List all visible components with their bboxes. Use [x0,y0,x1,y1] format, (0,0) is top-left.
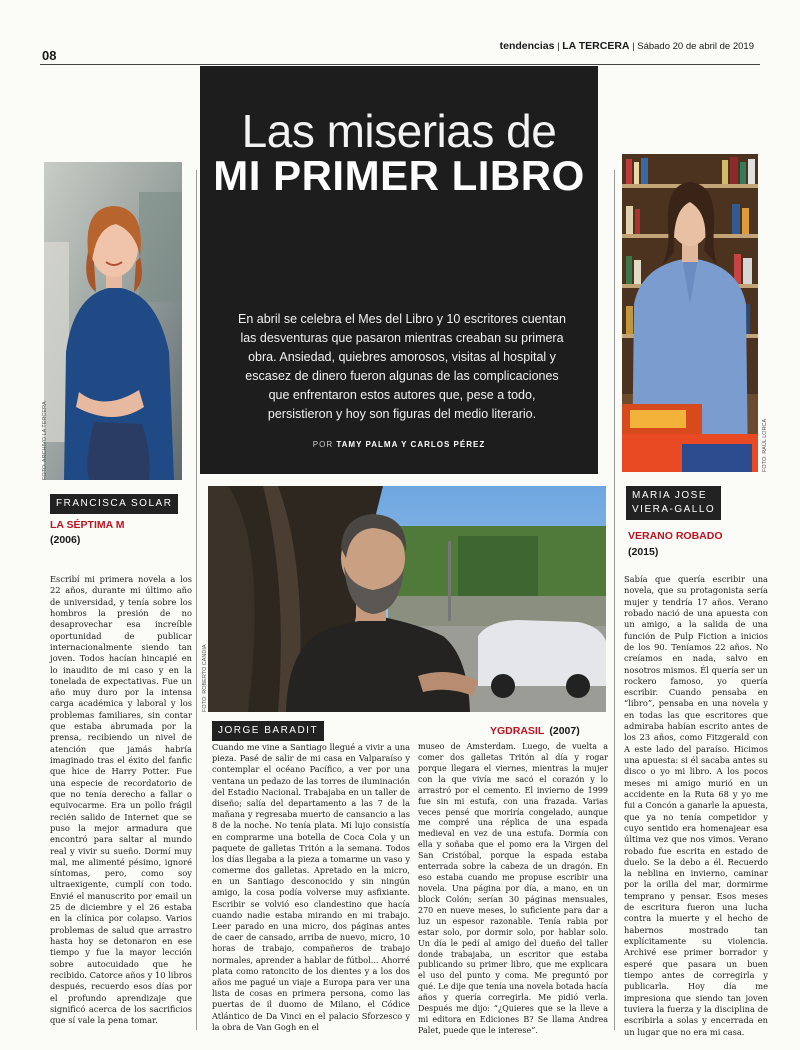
maria-jose-viera-gallo-year: (2015) [628,546,659,558]
maria-jose-viera-gallo-name-line1: MARIA JOSE [632,490,708,501]
francisca-solar-year: (2006) [50,534,81,546]
header-rule [40,64,760,65]
newspaper-name: LA TERCERA [562,40,630,52]
francisca-solar-text [50,574,192,1027]
jorge-baradit-text-col2 [418,742,608,1037]
issue-date: Sábado 20 de abril de 2019 [637,41,754,52]
francisca-solar-name: FRANCISCA SOLAR [50,494,178,514]
maria-jose-viera-gallo-text [624,574,768,1038]
francisca-solar-paragraph: Escribí mi primera novela a los 22 años, durante mi último año de universidad, y tenía sobre los hombros la presión de no desaprovechar esa increíble oportunidad de publicar internacionalmente siendo tan joven. Todos hacían hincapié en lo inaudito de mi caso y en la tonelada de expectativas. Fue un año muy duro por la intensa carga académica y laboral y los problemas familiares, sin contar que estaba abrumada por la prensa, recibiendo un nivel de atención que jamás habría imaginado tras el éxito del fanfic que hice de Harry Potter. Fue una especie de recordatorio de que no tenía derecho a fallar o equivocarme. Era un pollo frágil recién salido de Internet que se puso la mejor armadura que encontró para saltar al mundo real y vivir su sueño. Dormí muy mal, me alimenté pésimo, ignoré síntomas, pero, como soy ultraexigente, cumplí con todo. Envié el manuscrito por email un 25 de diciembre y el 26 estaba en la clínica por colapso. Varios problemas de salud que arrastro hasta hoy se detonaron en ese tiempo y fue la mayor lección sobre autocuidado que he recibido. Catorce años y 10 libros después, recuerdo esos días por el profundo aprendizaje que significó acerca de los sacrificios que sí vale la pena tomar. [50,574,192,1026]
jorge-baradit-year: (2007) [549,725,580,737]
jorge-baradit-book-line [490,719,580,738]
jorge-baradit-photo-credit: FOTO: ROBERTO CANDIA [202,644,208,712]
maria-jose-viera-gallo-paragraph: Sabía que quería escribir una novela, que su protagonista sería mujer y tendría 17 años. Verano robado nació de una apuesta con un amigo, a la salida de una función de Pulp Fiction a inicios de los 90. Teníamos 22 años. No creíamos en nada, salvo en nosotros mismos. Él quería ser un rockero famoso, yo quería escribir. Cuando pensaba en “libro”, pensaba en una novela y en todas las que escritores que admiraba habían escrito antes de los 23 años, como Fitzgerald con A este lado del paraíso. Hicimos una apuesta: si él sacaba antes su disco o yo mi libro. A los pocos meses mi amigo murió en un accidente en la Ruta 68 y yo me fui a Concón a ganarle la apuesta, que ya no tenía competidor y cuyo sentido era homenajear esa última vez que nos vimos. Verano robado fue escrita en estado de duelo. Se la debo a él. Recuerdo la neblina en invierno, caminar por la orilla del mar, dormirme temprano y pensar. Esos meses de escritura fueron una lucha contra la muerte y el hecho de habernos mostrado tan explícitamente su violencia. Archivé ese primer borrador y esperé que pasara un buen tiempo antes de corregirla y publicarla. Hoy día me impresiona que siendo tan joven tuviera la fuerza y la disciplina de escribirla a solas y encerrada en un lugar que no era mi casa. [624,574,768,1037]
column-divider [614,170,615,1030]
jorge-baradit-name: JORGE BARADIT [212,721,324,741]
jorge-baradit-book: YGDRASIL [490,725,545,737]
jorge-baradit-paragraph-2: museo de Amsterdam. Luego, de vuelta a comer dos galletas Tritón al día y rogar porque llegara el viernes, mientras la mujer con la que vivía me sacó el corazón y lo arrastró por el cemento. El invierno de 1999 fue sin mi estufa, con una frazada. Varias veces pensé que moriría congelado, aunque me compré una réplica de una espada medieval en vez de una estufa. Dormía con ella y soñaba que el pomo era la Virgen del San Cristóbal, porque la espada estaba enterrada sobre la cabeza de un dragón. En eso estaba cuando me propuse escribir una novela. Una página por día, a mano, en un block Colón; serían 30 páginas mensuales, 270 en nueve meses, lo suficiente para dar a luz un espesor razonable. Tenía rabia por estar solo, por dormir solo, por hablar solo. Un día le pedí al amigo del dueño del taller donde trabajaba, un escritor que estaba publicando su primer libro, que me explicara el uso del punto y coma. Me preguntó por qué. Le dije que tenía una novela botada hacía años y quería corregirla. Me pidió verla. Después me dijo: “¿Quieres que se la lleve a mi editora en Ediciones B? Se llama Andrea Palet, puede que le interese”. [418,742,608,1035]
jorge-baradit-text-col1 [212,742,410,1033]
jorge-baradit-photo [208,486,606,712]
page-number: 08 [42,48,57,63]
byline-authors: TAMY PALMA Y CARLOS PÉREZ [336,440,486,449]
intro-text: En abril se celebra el Mes del Libro y 10 escritores cuentan las desventuras que pasaron mientras creaban su primera obra. Ansiedad, quiebres amorosos, visitas al hospital y escasez de dinero fueron algunas de las complicaciones que enfrentaron estos autores que, pese a todo, persistieron y hoy son figuras del medio literario. [238,312,566,421]
byline-prefix: POR [312,440,334,449]
jorge-baradit-paragraph-1: Cuando me vine a Santiago llegué a vivir a una pieza. Pasé de salir de mi casa en Valparaíso y contemplar el océano Pacífico, a ver por una ventana un pedazo de las torres de iluminación del Estadio Nacional. Trabajaba en un taller de diseño; salía del departamento a las 7 de la mañana y regresaba muerto de cansancio a las 8 de la noche. No tenía plata. Mi lujo consistía en comprarme una botella de Coca Cola y un paquete de galletas Tritón a la semana. Todos los días llegaba a la pieza a tomarme un vaso y comerme dos galletas. Apretado en la micro, en un Santiago desconocido y sin ningún amigo, la cosa podía volverse muy asfixiante. Escribir se volvió eso clandestino que hacía cuando nadie estaba mirando en mi trabajo. Leer parado en una micro, dos páginas antes de caer de cansado, arriba de nuevo, micro, 10 horas de trabajo, compañeros de trabajo normales, aprender a hablar de fútbol... Ahorré plata como ratoncito de los dientes y a los dos años me pagué un viaje a Europa para ver una lista de cosas en primera persona, como las puertas de il duomo de Milano, el Códice Atlántico de Da Vinci en el palacio Sforzesco y la obra de Van Gogh en el [212,742,410,1032]
maria-jose-viera-gallo-photo [622,154,758,472]
maria-jose-viera-gallo-book: VERANO ROBADO [628,530,723,542]
maria-jose-viera-gallo-photo-credit: FOTO: RAÚL LORCA [762,418,768,472]
section-name: tendencias [499,40,555,52]
headline-line1: Las miserias de [241,105,557,157]
masthead: tendencias | LA TERCERA | Sábado 20 de abril de 2019 [499,40,754,52]
maria-jose-viera-gallo-name-line2: VIERA-GALLO [632,504,716,515]
francisca-solar-book: LA SÉPTIMA M [50,519,125,531]
byline [200,440,598,449]
maria-jose-viera-gallo-name [626,486,721,520]
francisca-solar-photo-credit: FOTO: ARCHIVO LA TERCERA [42,401,48,480]
francisca-solar-photo [44,162,182,480]
headline-line2: MI PRIMER LIBRO [213,152,585,199]
headline-banner [200,66,598,474]
column-divider [196,170,197,1030]
